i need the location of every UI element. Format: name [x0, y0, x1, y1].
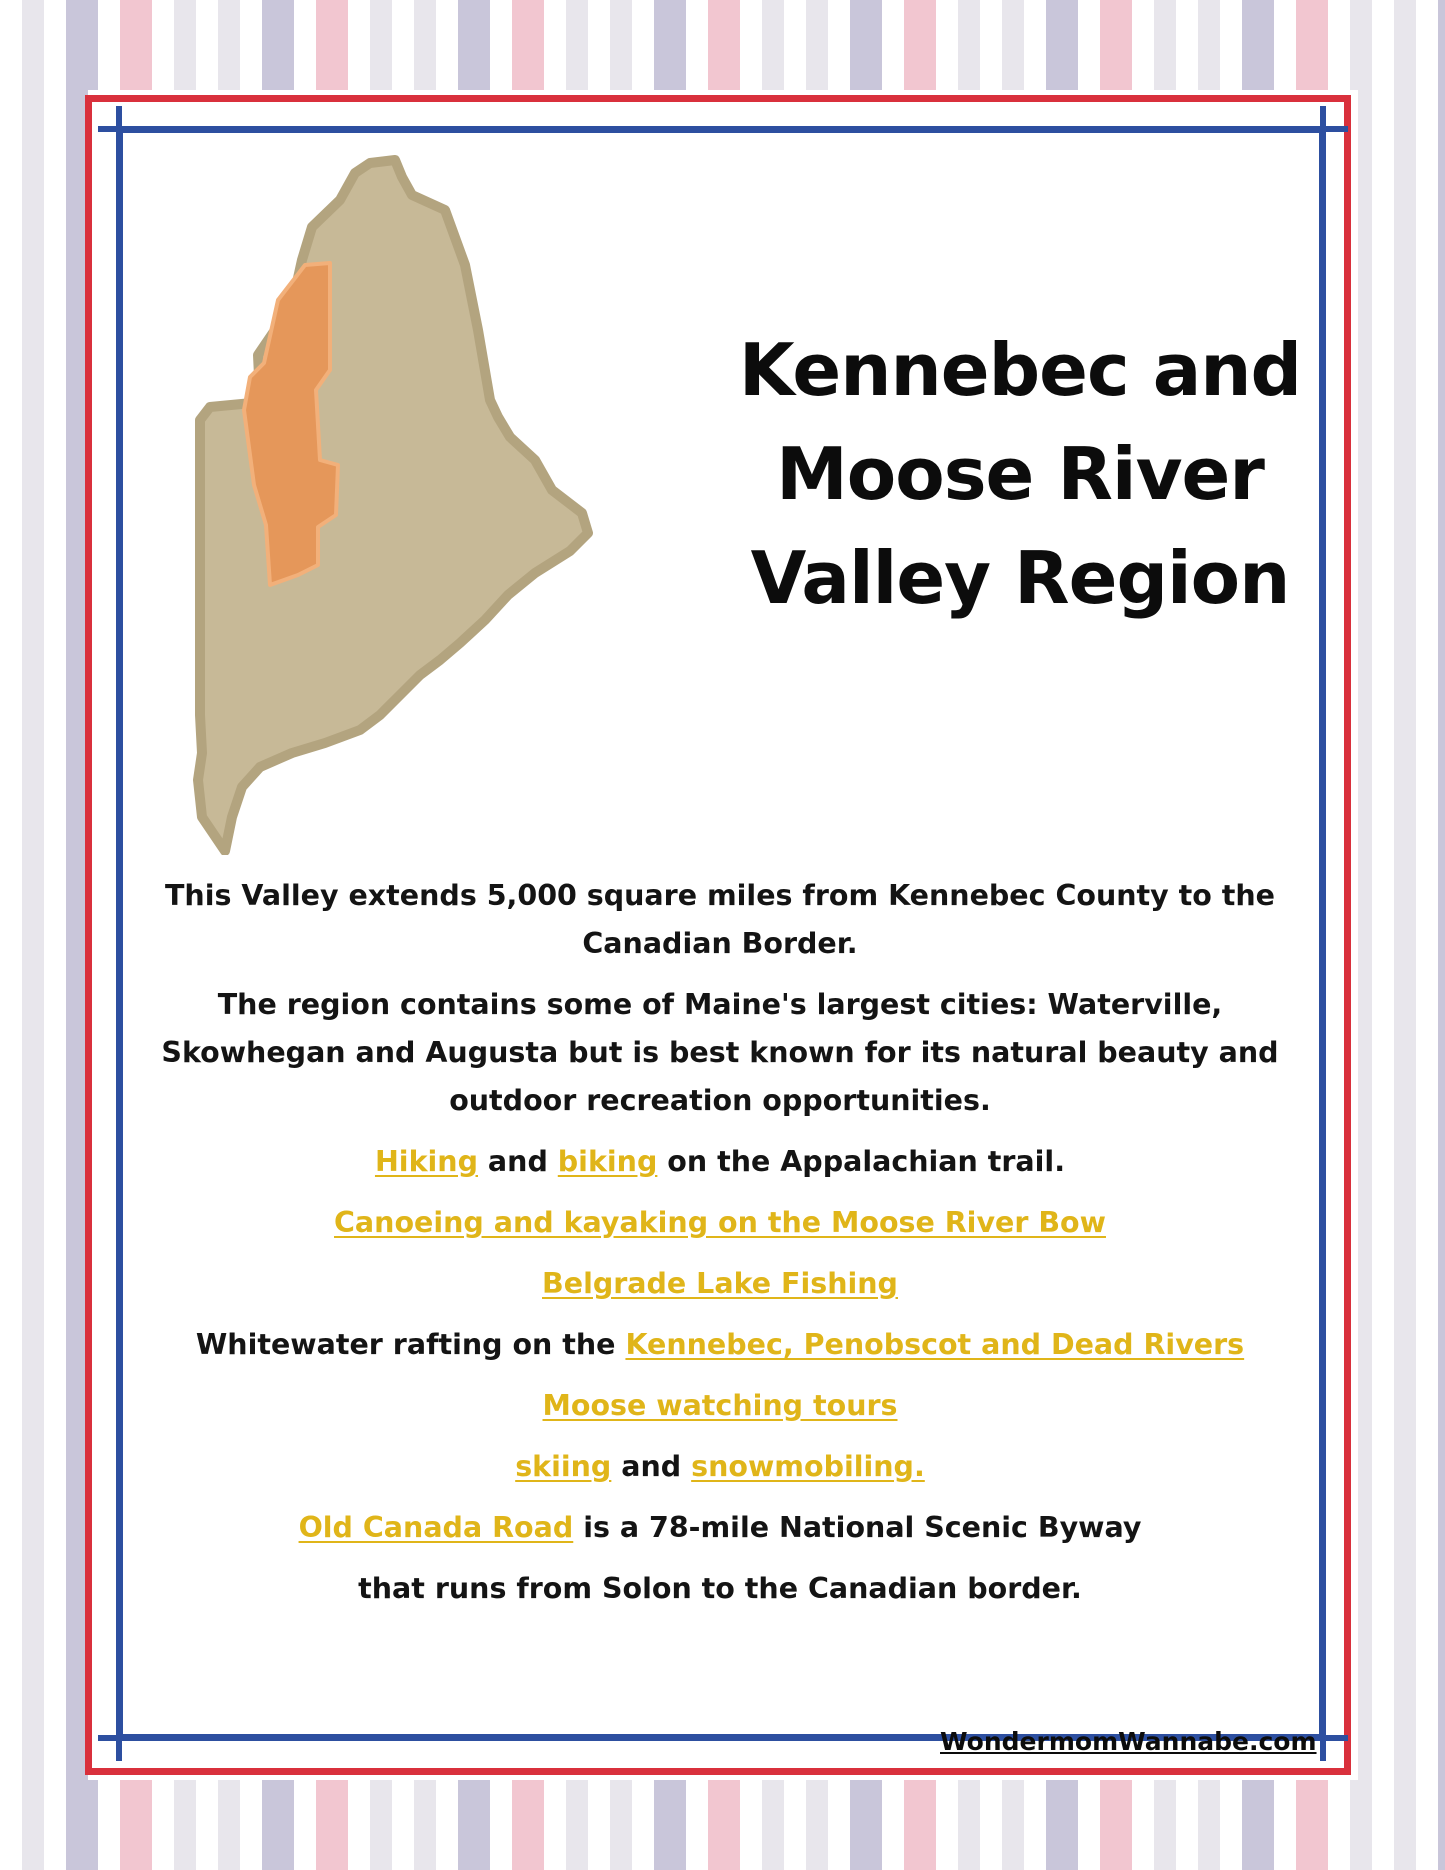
cities-paragraph: The region contains some of Maine's largest cities: Waterville, Skowhegan and Augusta but is best known for its natural beauty and outdoor recreation opportunities. — [161, 988, 1279, 1117]
blue-accent-line-top — [98, 126, 1348, 132]
biking-link[interactable]: biking — [557, 1145, 658, 1178]
skiing-and-text: and — [611, 1450, 692, 1483]
moose-tours-link[interactable]: Moose watching tours — [542, 1389, 898, 1422]
rafting-text: Whitewater rafting on the — [195, 1328, 626, 1361]
skiing-link[interactable]: skiing — [515, 1450, 612, 1483]
site-credit-link[interactable]: WondermomWannabe.com — [940, 1727, 1317, 1756]
solon-line: that runs from Solon to the Canadian border. — [358, 1572, 1082, 1605]
old-canada-line — [145, 1504, 1295, 1552]
moose-line — [145, 1382, 1295, 1430]
title-line-2: Moose River — [776, 432, 1264, 516]
maine-region-map — [190, 155, 670, 855]
appalachian-text: on the Appalachian trail. — [657, 1145, 1066, 1178]
old-canada-road-link[interactable]: Old Canada Road — [298, 1511, 574, 1544]
canoeing-link[interactable]: Canoeing and kayaking on the Moose River Bow — [334, 1206, 1106, 1239]
hiking-link[interactable]: Hiking — [374, 1145, 478, 1178]
hiking-and-text: and — [478, 1145, 558, 1178]
region-description — [145, 872, 1295, 1626]
belgrade-fishing-link[interactable]: Belgrade Lake Fishing — [542, 1267, 898, 1300]
snowmobiling-link[interactable]: snowmobiling. — [691, 1450, 925, 1483]
blue-accent-line-right — [1320, 106, 1326, 1761]
intro-paragraph: This Valley extends 5,000 square miles from Kennebec County to the Canadian Border. — [164, 879, 1276, 960]
byway-text: is a 78-mile National Scenic Byway — [573, 1511, 1142, 1544]
skiing-line — [145, 1443, 1295, 1491]
title-line-3: Valley Region — [750, 536, 1290, 620]
maine-state-shape — [198, 160, 588, 851]
rivers-link[interactable]: Kennebec, Penobscot and Dead Rivers — [625, 1328, 1245, 1361]
belgrade-line — [145, 1260, 1295, 1308]
rafting-line — [145, 1321, 1295, 1369]
hiking-line — [145, 1138, 1295, 1186]
page-title — [720, 318, 1320, 630]
blue-accent-line-left — [116, 106, 122, 1761]
canoeing-line — [145, 1199, 1295, 1247]
title-line-1: Kennebec and — [738, 328, 1302, 412]
